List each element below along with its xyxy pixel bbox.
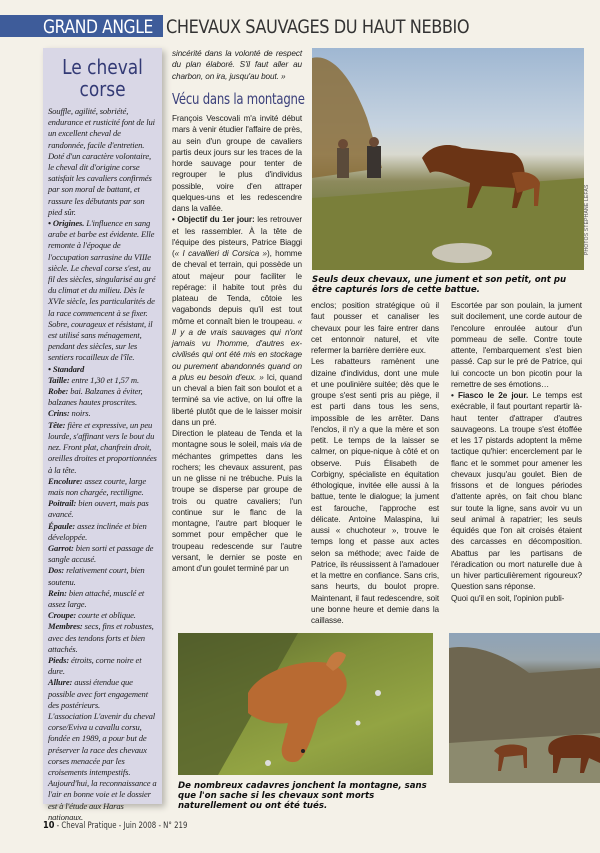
standard-item-text: aussi étendue que possible avec fort engagement des postérieurs. — [48, 677, 148, 710]
standard-item-label: Robe: — [48, 386, 69, 397]
photo-illustration — [449, 633, 600, 783]
day2-label: • Fiasco le 2e jour. — [451, 391, 529, 400]
standard-item — [48, 543, 157, 565]
day1-text-a: les retrouver et les rassembler. À la tête de l'équipe des pisteurs, Patrice Biaggi ( — [172, 215, 302, 258]
article-column-1 — [172, 48, 305, 574]
standard-item-text: courte et oblique. — [76, 610, 136, 621]
page-header — [0, 13, 600, 39]
standard-item-label: Épaule: — [48, 520, 76, 531]
paragraph: François Vescovali m'a invité début mars à venir étudier l'affaire de près, au sein d'un groupe de cavaliers partis deux jours sur les traces de la horde sauvage pour tenter de regrouper le plus d'individus possible, voire d'en attraper quelques-uns et les redescendre dans la vallée. — [172, 114, 302, 213]
standard-item-text: relativement court, bien soutenu. — [48, 565, 145, 587]
page-footer — [43, 820, 187, 831]
origins-text: L'influence en sang arabe et barbe est évidente. Elle remonte à l'époque de l'occupation sarrasine du VIIIe siècle. Le cheval corse s'est, au fil des siècles, singularisé au gré du climat et du milieu. Dès le XVIe siècle, les particularités de la race commencent à se fixer. Sobre, courageux et résistant, il est utilisé sans ménagement, pendant des siècles, sur les sentiers rocailleux de l'île. — [48, 218, 156, 363]
photo-captured-horses — [312, 48, 584, 270]
paragraph-day2 — [451, 390, 582, 593]
section-kicker: GRAND ANGLE — [43, 16, 153, 38]
standard-item-label: Taille: — [48, 374, 70, 385]
article-column-2 — [311, 300, 439, 626]
standard-item-label: Crins: — [48, 408, 70, 419]
standard-item-label: Pieds: — [48, 654, 70, 665]
origins-label: • Origines. — [48, 218, 85, 229]
standard-item-label: Allure: — [48, 677, 73, 688]
sidebar-box — [43, 48, 162, 822]
photo-wild-horses-hillside — [449, 633, 600, 783]
standard-item-text: assez courte, large mais non chargée, rectiligne. — [48, 475, 146, 497]
standard-item-label: Dos: — [48, 565, 65, 576]
standard-item — [48, 565, 157, 587]
paragraph: enclos; position stratégique où il faut pousser et canaliser les chevaux pour les faire entrer dans cet entonnoir naturel, et vite refermer la barrière derrière eux. — [311, 301, 439, 355]
page-number: 10 — [43, 820, 55, 831]
quote-end: sincérité dans la volonté de respect du plan élaboré. S'il faut aller au charbon, on ira, jusqu'au bout. » — [172, 49, 302, 81]
standard-item — [48, 610, 157, 621]
standard-item — [48, 521, 157, 543]
sidebar-association: L'association L'avenir du cheval corse/Eviva u cavallu corsu, fondée en 1989, a pour but de préserver la race des chevaux corses menacée par les croisements intempestifs. Aujourd'hui, la reconnaissance a l'air en bonne voie et le dossier est à l'étude aux Haras nationaux. — [48, 710, 157, 822]
standard-item-text: bien attaché, musclé et assez large. — [48, 587, 145, 609]
standard-item — [48, 476, 157, 498]
footer-text: - Cheval Pratique - Juin 2008 - N° 219 — [54, 821, 188, 831]
standard-item-text: bien sorti et passage de sangle accusé. — [48, 542, 154, 565]
day1-label: • Objectif du 1er jour: — [172, 215, 255, 225]
subheading: Vécu dans la montagne — [172, 89, 305, 108]
quote: « Il y a de vrais sauvages qui n'ont jamais vu l'homme, d'autres ex-civilisés qui ont été mis en stockage ou purement abandonnés quand on a plus eu besoin d'eux. » — [172, 316, 302, 382]
paragraph: Escortée par son poulain, la jument suit docilement, une corde autour de l'encolure enroulée autour d'un pommeau de selle. Contre toute attente, l'embarquement s'est bien passé. Cap sur le pré de Patrice, qui lui concocte un bon picotin pour la remettre de ses émotions… — [451, 301, 582, 389]
paragraph-day1 — [172, 214, 302, 428]
standard-item-label: Encolure: — [48, 475, 83, 486]
standard-label: • Standard — [48, 363, 85, 374]
standard-item-label: Rein: — [48, 587, 67, 598]
standard-item — [48, 408, 157, 419]
standard-item-label: Garrot: — [48, 542, 74, 553]
paragraph — [172, 428, 302, 574]
standard-item — [48, 677, 157, 711]
standard-item-text: étroits, corne noire et dure. — [48, 654, 142, 677]
standard-item-label: Tête: — [48, 419, 66, 430]
day1-italic: « I cavallieri di Corsica » — [174, 249, 267, 258]
sidebar-standard-label — [48, 364, 157, 375]
paragraph-text: Direction le plateau de Tenda et la montagne sous le soleil, mais — [172, 429, 302, 450]
article-title: CHEVAUX SAUVAGES DU HAUT NEBBIO — [166, 16, 470, 38]
standard-list — [48, 375, 157, 711]
standard-item-text: fière et expressive, un peu lourde, s'affinant vers le bout du nez. Front plat, chanfrein droit, oreilles droites et proportionnées à la tête. — [48, 419, 157, 475]
standard-item — [48, 621, 157, 655]
photo-credit: PHOTOS STÉPHANE LEFAS — [584, 184, 590, 255]
standard-item-text: bai. Balzanes à éviter, balzanes hautes proscrites. — [48, 386, 143, 408]
paragraph: Quoi qu'il en soit, l'opinion publi- — [451, 593, 565, 603]
standard-item-text: secs, fins et robustes, avec des tendons forts et bien attachés. — [48, 621, 154, 654]
sidebar-origins — [48, 218, 157, 364]
sidebar-title — [56, 56, 149, 100]
day2-text: Le temps est exécrable, il faut pourtant repartir là-haut tenter d'attraper d'autres sauvageons. La troupe s'est étoffée et les 17 pistards adoptent la même tactique qu'hier: encerclement par le flanc et le sommet pour amener les chevaux jusqu'au goulet. Bien de frissons et de longues périodes d'attente après, on fait chou blanc sur toute la ligne, sans avoir vu un seul animal à rapatrier; les seuls équidés que l'on ait croisés étaient des carcasses en décomposition. Abattus par les partisans de l'éradication ou mort naturelle due à un hiver particulièrement rigoureux? Question sans réponse. — [451, 391, 582, 592]
standard-item-text: noirs. — [69, 408, 91, 419]
paragraph: Les rabatteurs ramènent une dizaine d'individus, dont une mule et une poulinière suitée; dès que le groupe s'est senti pris au piège, il est parti dans tous les sens, impossible de les arrêter. Dans l'enclos, il n'y a que la mère et son petit. Le temps de la laisser se calmer, on pique-nique à côté et on observe. Puis Élisabeth de Corbigny, spécialiste en équitation éthologique, invitée elle aussi à la battue, tente le dialogue; la jument est farouche, l'approche est délicate. Antoine Malaspina, lui aussi « chuchoteur », trouve le temps long et passe aux actes selon sa méthode; avec l'aide de Patrice, ils réussissent à l'amadouer et la mettre en confiance. Sans cris, sans heurts, du boulot propre. Maintenant, il faut redescendre, soit une bonne heure et demie dans la caillasse. — [311, 357, 439, 625]
via-italic: via — [280, 440, 291, 450]
standard-item — [48, 386, 157, 408]
standard-item — [48, 498, 157, 520]
standard-item-text: bien ouvert, mais pas avancé. — [48, 498, 149, 520]
standard-item — [48, 655, 157, 677]
standard-item — [48, 375, 157, 386]
sidebar-intro: Souffle, agilité, sobriété, endurance et rusticité font de lui un excellent cheval de randonnée, facile d'entretien. Doté d'un caractère volontaire, le cheval dit d'origine corse satisfait les cavaliers confirmés par son moral de battant, et rassure les débutants par son pied sûr. — [48, 106, 155, 217]
photo-dead-horse — [178, 633, 433, 775]
paragraph-text: Ici, quand un cheval a bien fait son boulot et a terminé sa vie active, on lui offre la liberté plutôt que de le laisser moisir dans un pré. — [172, 372, 302, 427]
paragraph-text: de méchantes grimpettes dans les rochers; les chevaux assurent, pas un ne glisse ni ne trébuche. Puis la troupe se disperse par groupe de trois ou quatre cavaliers; l'un continue sur le flanc de la montagne, l'autre part bloquer le sommet pour empêcher que le troupeau redescende sur l'autre versant, le dernier se poste en amont d'un goulet terminé par un — [172, 440, 302, 573]
standard-item — [48, 588, 157, 610]
standard-item — [48, 420, 157, 476]
sidebar-title-line1: Le cheval — [62, 55, 143, 79]
standard-item-label: Poitrail: — [48, 498, 77, 509]
photo-caption-1: Seuls deux chevaux, une jument et son petit, ont pu être capturés lors de cette battue. — [312, 275, 567, 295]
standard-item-text: assez inclinée et bien développée. — [48, 520, 147, 542]
photo-illustration — [178, 633, 433, 775]
article-column-3 — [451, 300, 582, 604]
standard-item-label: Membres: — [48, 621, 83, 632]
day1-text-b: ), homme de cheval et terrain, qui possède un atout majeur pour faciliter le repérage: il habite tout près du plateau de Tenda, côtoie les vagabonds depuis qu'il est tout môme et connaît bien le troupeau. — [172, 249, 302, 326]
standard-item-text: entre 1,30 et 1,57 m. — [69, 374, 139, 385]
sidebar-title-line2: corse — [79, 77, 126, 101]
photo-illustration — [312, 48, 584, 270]
standard-item-label: Croupe: — [48, 610, 77, 621]
photo-caption-2: De nombreux cadavres jonchent la montagne, sans que l'on sache si les chevaux sont morts naturellement ou ont été tués. — [178, 781, 427, 811]
